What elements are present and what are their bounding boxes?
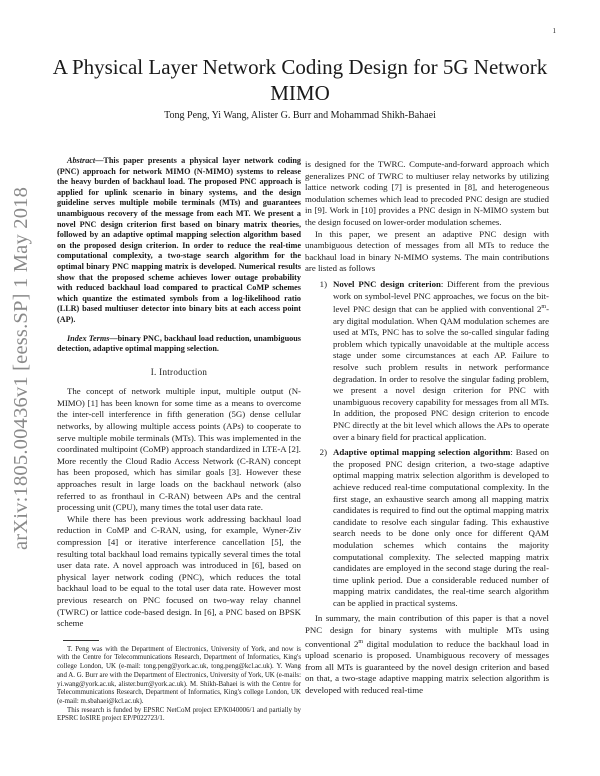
arxiv-id: arXiv:1805.00436v1 [eess.SP] 1 May 2018	[10, 186, 33, 550]
list-item-title: Adaptive optimal mapping selection algorithm	[333, 447, 511, 458]
footnote-divider	[63, 640, 99, 641]
abstract-text: —This paper presents a physical layer network coding (PNC) approach for network MIMO (N-MIMO) systems to release the heavy burden of backhaul load. The proposed PNC approach is applied for uplink scenario in binary systems, and the design guideline serves multiple mobile terminals (MTs) and guarantees unambiguous recovery of the message from each MT. We present a novel PNC design criterion first based on binary matrix theories, followed by an adaptive optimal mapping selection algorithm based on the proposed design criterion. In order to reduce the real-time computational complexity, a two-stage search algorithm for the optimal binary PNC mapping matrix is developed. Numerical results show that the proposed scheme achieves lower outage probability with reduced backhaul load compared to practical CoMP schemes which quantize the estimated symbols from a log-likelihood ratio (LLR) based multiuser detector into binary bits at each access point (AP).	[57, 156, 301, 324]
footnote-affiliations: T. Peng was with the Department of Electronics, University of York, and now is with the Centre for Telecommunications Research, Department of Informatics, King's college London, UK (e-mail: tong.peng@york.ac.uk, tong.peng@kcl.ac.uk). Y. Wang and A. G. Burr are with the Department of Electronics, University of York, UK (e-mails: yi.wang@york.ac.uk, alister.burr@york.ac.uk). M. Shikh-Bahaei is with the Centre for Telecommunications Research, Department of Informatics, King's college London, UK (e-mail: m.sbahaei@kcl.ac.uk).	[57, 645, 301, 705]
paper-title: A Physical Layer Network Coding Design for 5G Network MIMO	[52, 55, 548, 105]
author-list: Tong Peng, Yi Wang, Alister G. Burr and Mohammad Shikh-Bahaei	[164, 110, 436, 121]
abstract	[57, 156, 301, 326]
list-item	[305, 279, 549, 443]
intro-paragraph-1: The concept of network multiple input, multiple output (N-MIMO) [1] has been known for some time as a means to overcome the inter-cell interference in fifth generation (5G) dense cellular networks, by allowing multiple access points (APs) to cooperate to serve multiple mobile terminals (MTs). This was implemented in the coordinated multipoint (CoMP) approach standardized in LTE-A [2]. More recently the Cloud Radio Access Network (C-RAN) concept has been proposed, which has similar goals [3]. However these approaches result in large loads on the backhaul network (also referred to as fronthaul in C-RAN) between APs and the central processing unit (CPU), many times the total user data rate.	[57, 386, 301, 513]
list-item-body: Novel PNC design criterion: Different from the previous work on symbol-level PNC approaches, we focus on the bit-level PNC design that can be applied with conventional 2$^m$-ary digital modulation. When QAM modulation schemes are used at MTs, PNC has to solve the so-called singular fading problem which typically unavoidable at the multiple access stage under some circumstances at each AP. Failure to resolve such problem results in network performance degradation. In order to resolve the singular fading problem, we present a novel design criterion for PNC with unambiguous recovery capability for messages from all MTs. In addition, the proposed PNC design criterion to encode PNC directly at the bit level which allows the APs to operate over a binary field for practical application.	[333, 278, 549, 442]
superscript: m	[541, 304, 547, 311]
right-paragraph-1: is designed for the TWRC. Compute-and-forward approach which generalizes PNC of TWRC to multiuser relay networks by utilizing lattice network coding [7] is presented in [8], and heterogeneous modulation schemes which lead to precoded PNC design are studied in [9]. Work in [10] provides a PNC design in N-MIMO system but the design focused on lower-order modulation schemes.	[305, 159, 549, 227]
left-column	[57, 156, 301, 724]
contribution-list	[305, 279, 549, 610]
summary-paragraph: In summary, the main contribution of this paper is that a novel PNC design for binary systems with multiple MTs using conventional 2$^m$ digital modulation to reduce the backhaul load in upload scenario is proposed. Unambiguous recovery of messages from all MTs is guaranteed by the novel design criterion and based on that, a two-stage adaptive mapping matrix selection algorithm is developed with reduced real-time	[305, 613, 549, 695]
index-terms-text: —binary PNC, backhaul load reduction, unambiguous detection, adaptive optimal mapping selection.	[57, 333, 301, 354]
footnote-funding: This research is funded by EPSRC NetCoM project EP/K040006/1 and partially by EPSRC IoSIRE project EP/P022723/1.	[57, 706, 301, 723]
superscript: m	[358, 638, 364, 645]
list-item-body: Adaptive optimal mapping selection algorithm: Based on the proposed PNC design criterion, a two-stage adaptive optimal mapping matrix selection algorithm is developed to achieve reduced real-time computational complexity. In the first stage, an exhaustive search among all mapping matrix candidates is required to find out the optimal mapping matrix candidate to resolve each singular fading. This exhaustive search needs to be done only once for different QAM modulation schemes which contains the majority computational complexity. The selected mapping matrix candidates are employed in the second stage during the real-time uplink period. Due a considerable reduced number of mapping matrix candidates, the real-time search algorithm can be applied in practical systems.	[333, 447, 549, 608]
right-paragraph-2: In this paper, we present an adaptive PNC design with unambiguous detection of messages from all MTs to reduce the backhaul load in binary N-MIMO systems. The main contributions are listed as follows	[305, 228, 549, 274]
list-item	[305, 447, 549, 609]
list-item-number: 2)	[319, 447, 327, 458]
list-item-title: Novel PNC design criterion	[333, 278, 441, 289]
index-terms	[57, 334, 301, 355]
intro-paragraph-2: While there has been previous work addressing backhaul load reduction in CoMP and C-RAN, using, for example, Wyner-Ziv compression [4] or iterative interference cancellation [5], the resulting total backhaul load remains typically several times the total user data rate. A novel approach was introduced in [6], based on physical layer network coding (PNC), which reduces the total backhaul load to be equal to the total user data rate. However most previous research on PNC focused on two-way relay channel (TWRC) or lattice code-based design. In [6], a PNC based on BPSK scheme	[57, 513, 301, 629]
right-column	[305, 159, 549, 697]
index-terms-label: Index Terms	[67, 333, 110, 343]
list-item-number: 1)	[319, 278, 327, 289]
arxiv-watermark	[4, 148, 40, 588]
page-number: 1	[552, 27, 556, 35]
abstract-label: Abstract	[67, 156, 96, 165]
section-heading-introduction: I. Introduction	[150, 366, 208, 377]
